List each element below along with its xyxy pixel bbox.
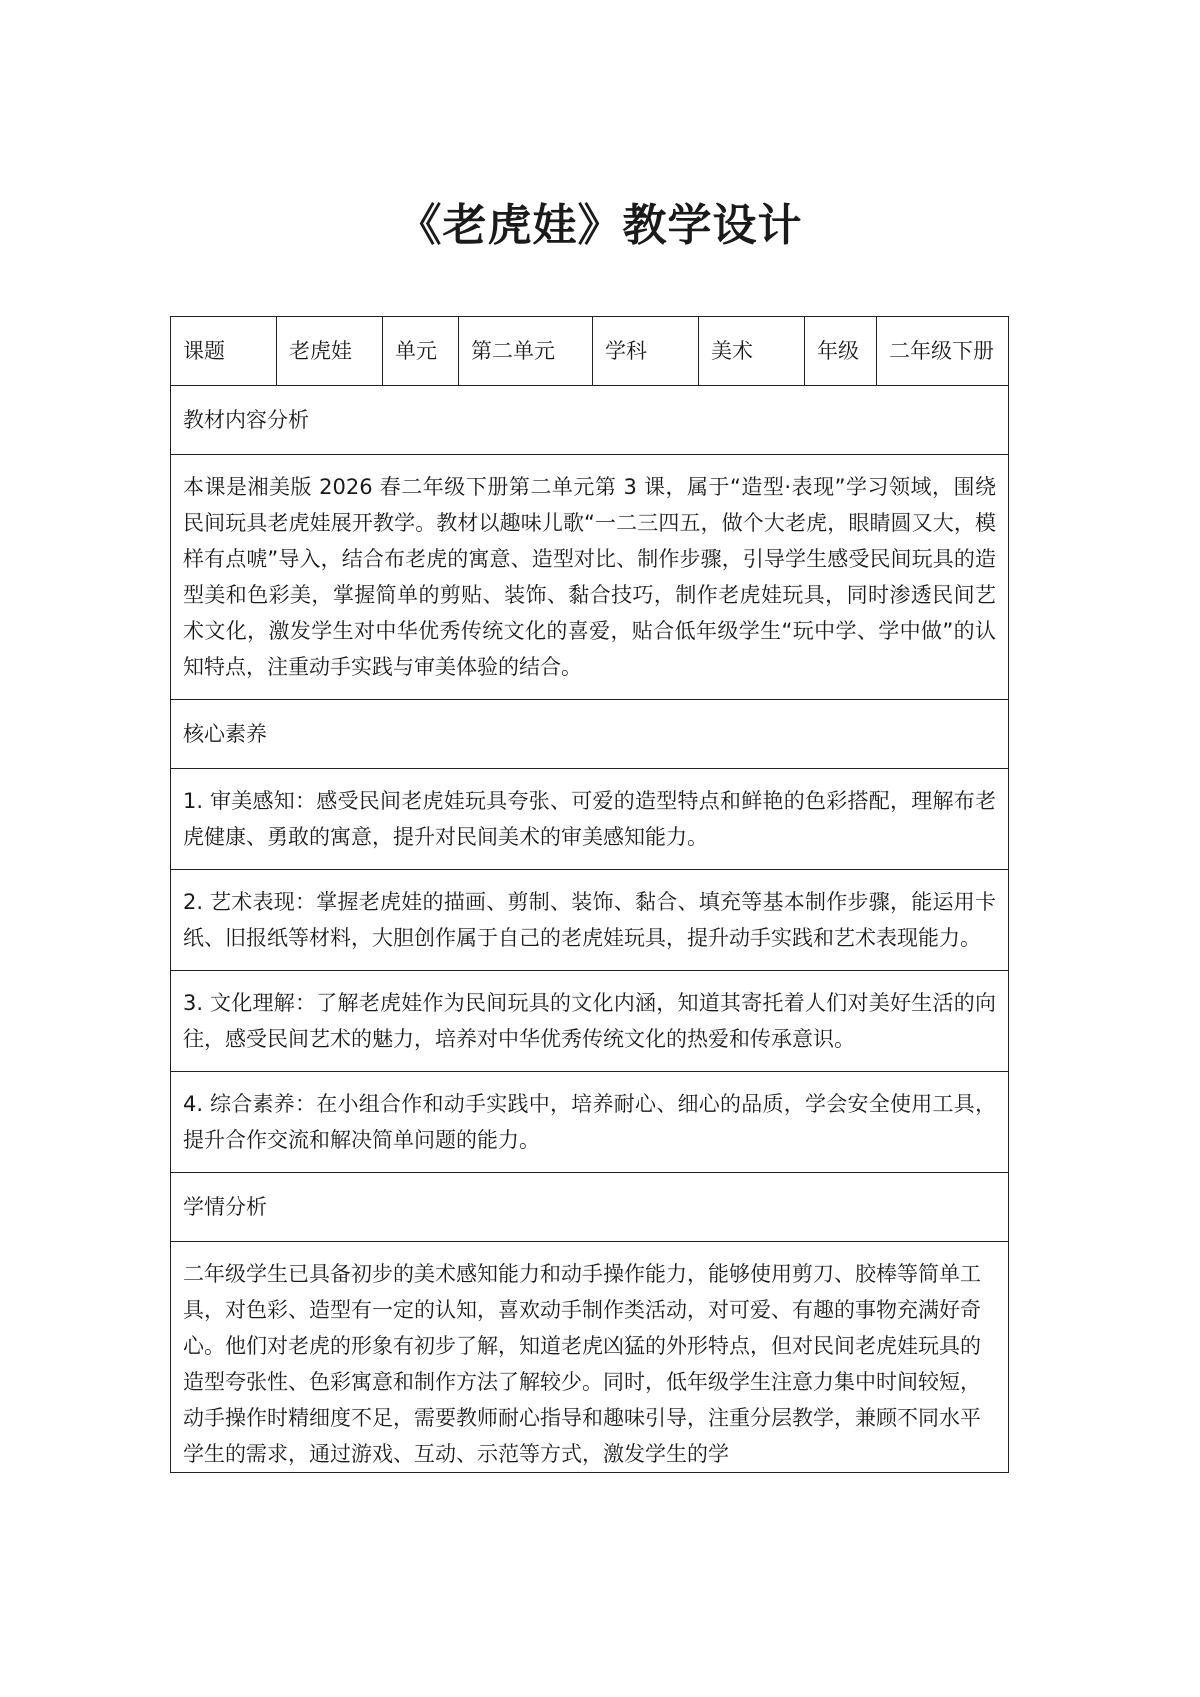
section-heading-row: [171, 386, 1009, 455]
section-heading-row: [171, 700, 1009, 769]
core-literacy-item-3: 3. 文化理解：了解老虎娃作为民间玩具的文化内涵，知道其寄托着人们对美好生活的向往，感受民间艺术的魅力，培养对中华优秀传统文化的热爱和传承意识。: [171, 971, 1009, 1072]
section-heading-row: [171, 1173, 1009, 1242]
subject-label: 学科: [593, 317, 699, 386]
lesson-plan-table: [170, 316, 1009, 1473]
section-body-row: [171, 870, 1009, 971]
grade-value: 二年级下册: [877, 317, 1009, 386]
section-body-row: [171, 971, 1009, 1072]
page-title: 《老虎娃》教学设计: [397, 200, 803, 251]
core-literacy-item-1: 1. 审美感知：感受民间老虎娃玩具夸张、可爱的造型特点和鲜艳的色彩搭配，理解布老虎健康、勇敢的寓意，提升对民间美术的审美感知能力。: [171, 769, 1009, 870]
student-analysis-heading: 学情分析: [171, 1173, 1009, 1242]
section-body-row: [171, 1242, 1009, 1473]
unit-value: 第二单元: [459, 317, 593, 386]
subject-value: 美术: [699, 317, 805, 386]
student-analysis-cell: [171, 1242, 1009, 1473]
section-body-row: [171, 455, 1009, 700]
info-row: [171, 317, 1009, 386]
material-analysis-heading: 教材内容分析: [171, 386, 1009, 455]
topic-value: 老虎娃: [277, 317, 383, 386]
core-literacy-heading: 核心素养: [171, 700, 1009, 769]
material-analysis-text: 本课是湘美版 2026 春二年级下册第二单元第 3 课，属于“造型·表现”学习领域，围绕民间玩具老虎娃展开教学。教材以趣味儿歌“一二三四五，做个大老虎，眼睛圆又大，模样有点唬”导入，结合布老虎的寓意、造型对比、制作步骤，引导学生感受民间玩具的造型美和色彩美，掌握简单的剪贴、装饰、黏合技巧，制作老虎娃玩具，同时渗透民间艺术文化，激发学生对中华优秀传统文化的喜爱，贴合低年级学生“玩中学、学中做”的认知特点，注重动手实践与审美体验的结合。: [171, 455, 1009, 700]
section-body-row: [171, 1072, 1009, 1173]
topic-label: 课题: [171, 317, 277, 386]
section-body-row: [171, 769, 1009, 870]
core-literacy-item-4: 4. 综合素养：在小组合作和动手实践中，培养耐心、细心的品质，学会安全使用工具，提升合作交流和解决简单问题的能力。: [171, 1072, 1009, 1173]
unit-label: 单元: [383, 317, 459, 386]
student-analysis-text: 二年级学生已具备初步的美术感知能力和动手操作能力，能够使用剪刀、胶棒等简单工具，对色彩、造型有一定的认知，喜欢动手制作类活动，对可爱、有趣的事物充满好奇心。他们对老虎的形象有初步了解，知道老虎凶猛的外形特点，但对民间老虎娃玩具的造型夸张性、色彩寓意和制作方法了解较少。同时，低年级学生注意力集中时间较短，动手操作时精细度不足，需要教师耐心指导和趣味引导，注重分层教学，兼顾不同水平学生的需求，通过游戏、互动、示范等方式，激发学生的学: [183, 1262, 981, 1466]
core-literacy-item-2: 2. 艺术表现：掌握老虎娃的描画、剪制、装饰、黏合、填充等基本制作步骤，能运用卡纸、旧报纸等材料，大胆创作属于自己的老虎娃玩具，提升动手实践和艺术表现能力。: [171, 870, 1009, 971]
grade-label: 年级: [805, 317, 877, 386]
